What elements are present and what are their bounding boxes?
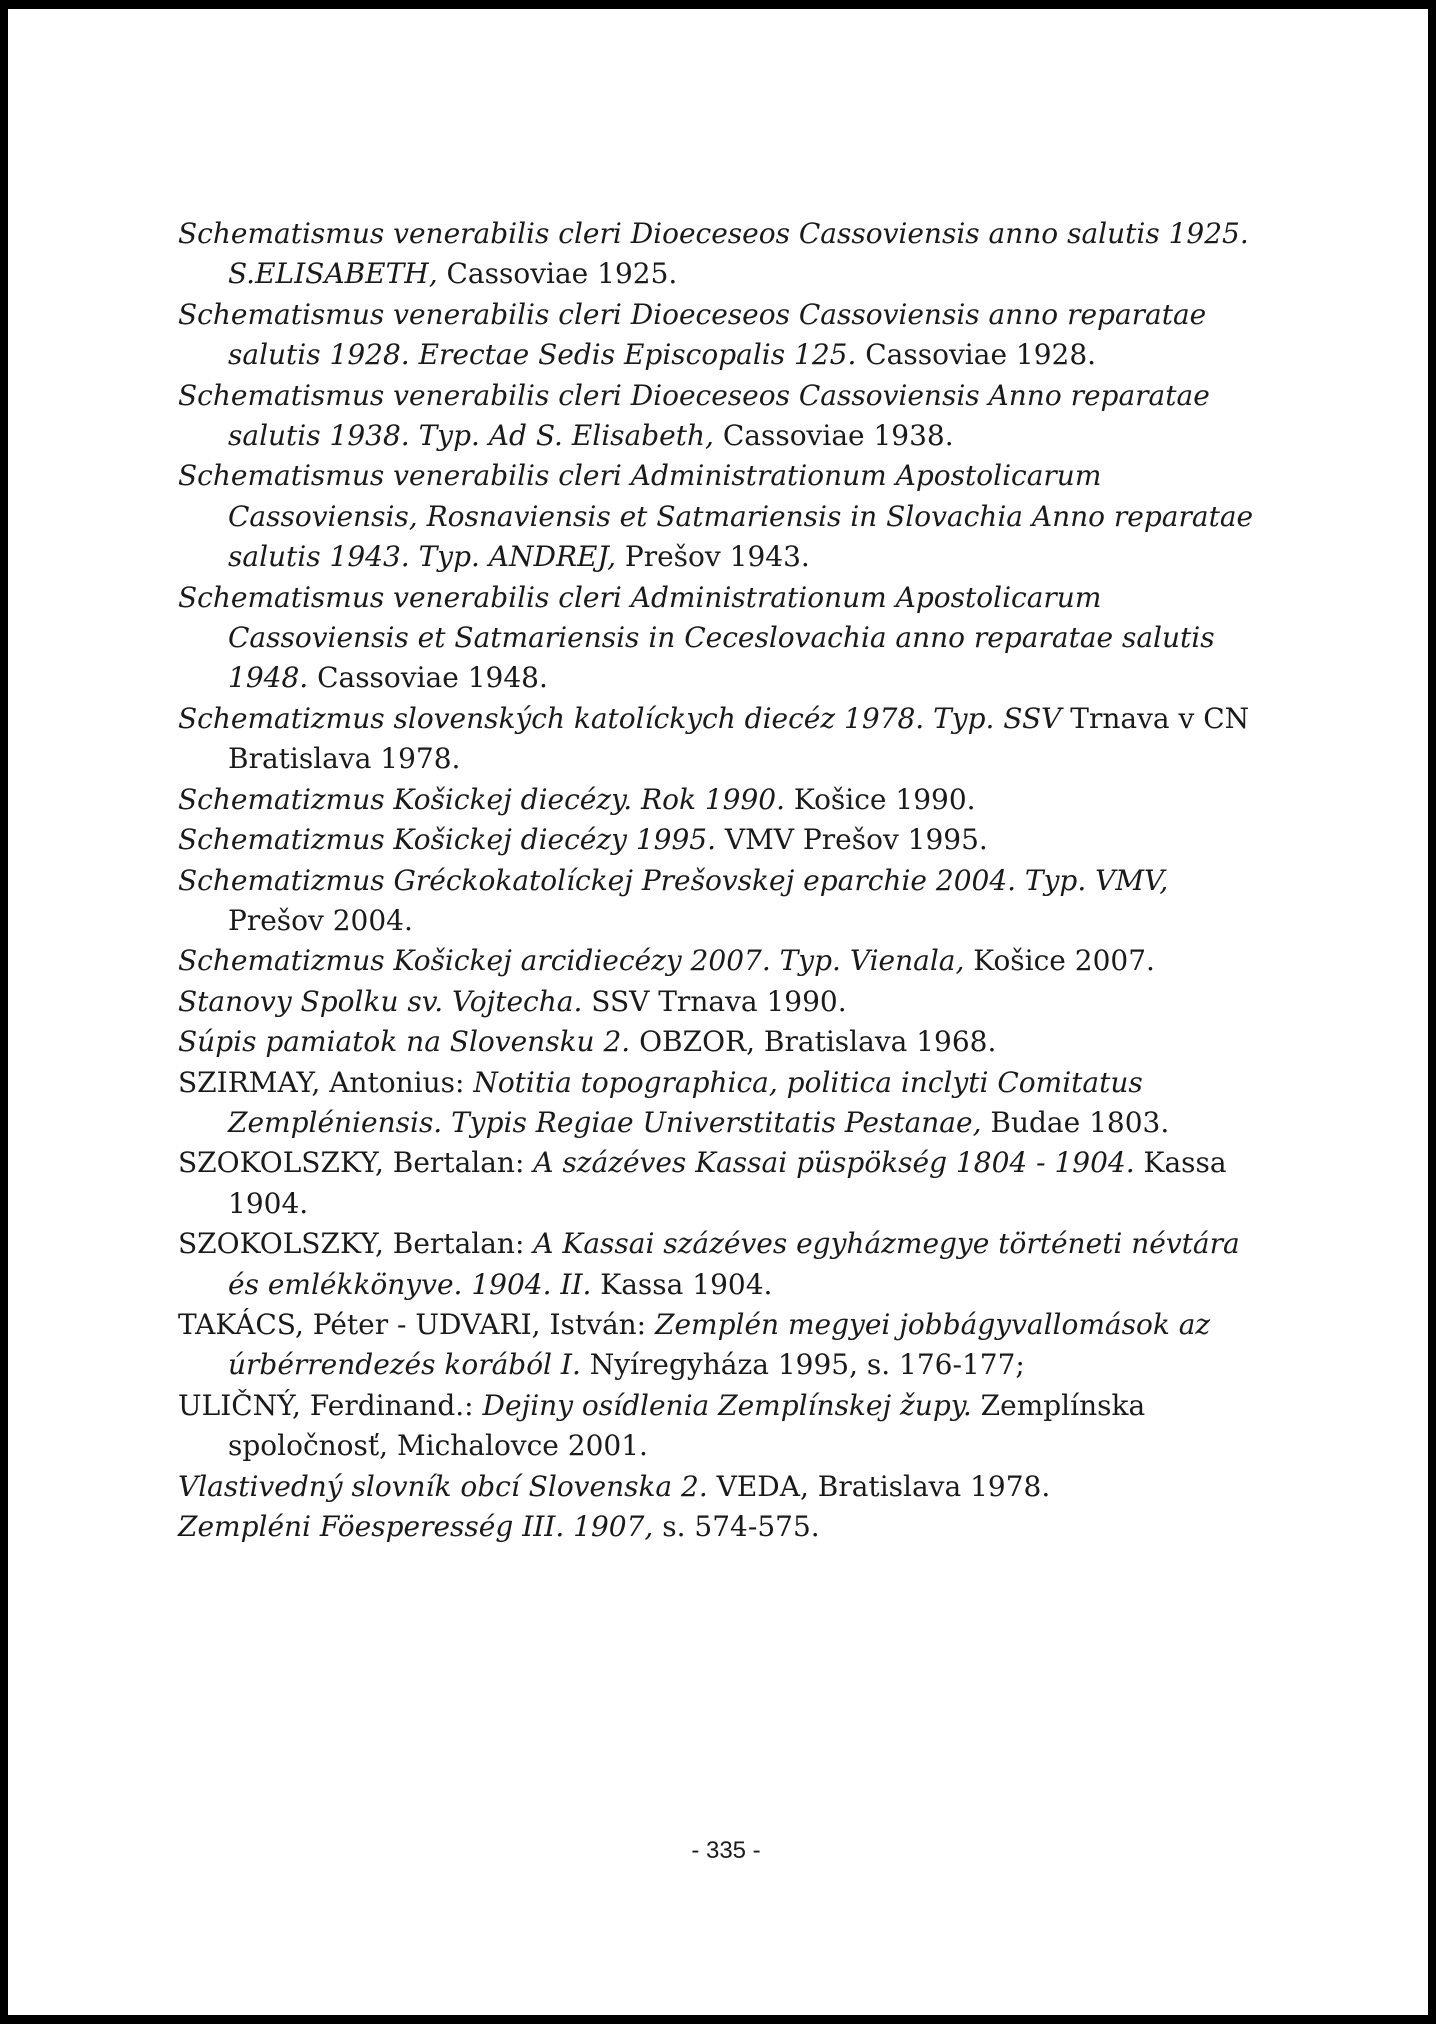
- bibliography-entry: [178, 376, 1258, 457]
- bibliography-entry: [178, 214, 1258, 295]
- bibliography-entry: [178, 982, 1258, 1022]
- entry-title: Notitia topographica, politica inclyti Comitatus Zempléniensis. Typis Regiae Universtitatis Pestanae,: [228, 1065, 1143, 1139]
- entry-imprint: Kassa 1904.: [591, 1267, 773, 1301]
- entry-author: TAKÁCS, Péter - UDVARI, István:: [178, 1307, 655, 1341]
- bibliography-entry: [178, 780, 1258, 820]
- entry-author: ULIČNÝ, Ferdinand.:: [178, 1388, 483, 1422]
- bibliography-list: [178, 214, 1258, 1547]
- entry-title: Schematismus venerabilis cleri Dioeceseos Cassoviensis Anno reparatae salutis 1938. Typ. Ad S. Elisabeth,: [178, 378, 1210, 453]
- entry-title: Vlastivedný slovník obcí Slovenska 2.: [178, 1469, 708, 1503]
- entry-imprint: Košice 1990.: [785, 782, 976, 816]
- bibliography-entry: [178, 1063, 1258, 1144]
- bibliography-entry: [178, 1507, 1258, 1547]
- bibliography-entry: [178, 1224, 1258, 1305]
- entry-imprint: Trnava v CN Bratislava 1978.: [228, 701, 1250, 776]
- entry-title: Schematismus venerabilis cleri Dioeceseos Cassoviensis anno reparatae salutis 1928. Erectae Sedis Episcopalis 125.: [178, 297, 1207, 372]
- entry-imprint: Nyíregyháza 1995, s. 176-177;: [580, 1348, 1025, 1382]
- entry-author: SZOKOLSZKY, Bertalan:: [178, 1227, 534, 1261]
- entry-title: Schematizmus Košickej diecézy 1995.: [178, 823, 717, 857]
- bibliography-entry: [178, 1022, 1258, 1062]
- entry-title: A Kassai százéves egyházmegye történeti névtára és emlékkönyve. 1904. II.: [228, 1227, 1240, 1301]
- bibliography-entry: [178, 861, 1258, 942]
- entry-imprint: Prešov 2004.: [228, 903, 413, 937]
- entry-imprint: OBZOR, Bratislava 1968.: [630, 1025, 997, 1059]
- entry-imprint: Budae 1803.: [981, 1105, 1170, 1139]
- entry-title: Schematizmus Gréckokatolíckej Prešovskej eparchie 2004. Typ. VMV,: [178, 863, 1169, 897]
- entry-title: Stanovy Spolku sv. Vojtecha.: [178, 984, 583, 1018]
- entry-imprint: Cassoviae 1938.: [713, 419, 954, 453]
- bibliography-entry: [178, 1467, 1258, 1507]
- bibliography-entry: [178, 699, 1258, 780]
- bibliography-entry: [178, 456, 1258, 577]
- entry-title: Schematismus venerabilis cleri Dioeceseos Cassoviensis anno salutis 1925. S.ELISABETH,: [178, 217, 1249, 291]
- entry-imprint: Cassoviae 1925.: [437, 257, 678, 291]
- page-number: - 335 -: [691, 1837, 761, 1864]
- entry-imprint: Cassoviae 1948.: [308, 661, 548, 695]
- entry-title: Schematizmus Košickej arcidiecézy 2007. Typ. Vienala,: [178, 944, 965, 978]
- entry-title: Schematizmus Košickej diecézy. Rok 1990.: [178, 782, 785, 816]
- entry-imprint: VMV Prešov 1995.: [716, 823, 988, 857]
- entry-title: A százéves Kassai püspökség 1804 - 1904.: [533, 1146, 1135, 1180]
- entry-imprint: Zemplínska spoločnosť, Michalovce 2001.: [228, 1388, 1146, 1463]
- entry-title: Dejiny osídlenia Zemplínskej župy.: [482, 1388, 972, 1422]
- bibliography-entry: [178, 1143, 1258, 1224]
- entry-title: Zempléni Föesperesség III. 1907,: [178, 1510, 654, 1543]
- entry-imprint: Košice 2007.: [964, 944, 1155, 978]
- entry-imprint: Kassa 1904.: [228, 1146, 1227, 1220]
- entry-title: Schematismus venerabilis cleri Administrationum Apostolicarum Cassoviensis et Satmariensis in Ceceslovachia anno reparatae salutis 1948.: [178, 580, 1215, 695]
- entry-imprint: Prešov 1943.: [615, 540, 810, 574]
- bibliography-entry: [178, 295, 1258, 376]
- entry-title: Súpis pamiatok na Slovensku 2.: [178, 1025, 631, 1059]
- entry-title: Schematizmus slovenských katolíckych diecéz 1978. Typ. SSV: [178, 701, 1062, 735]
- bibliography-entry: [178, 1386, 1258, 1467]
- entry-author: SZIRMAY, Antonius:: [178, 1065, 474, 1099]
- entry-imprint: s. 574-575.: [653, 1510, 820, 1543]
- bibliography-entry: [178, 820, 1258, 860]
- entry-imprint: Cassoviae 1928.: [856, 338, 1097, 372]
- entry-title: Schematismus venerabilis cleri Administrationum Apostolicarum Cassoviensis, Rosnaviensis et Satmariensis in Slovachia Anno reparatae salutis 1943. Typ. ANDREJ,: [178, 459, 1254, 574]
- entry-author: SZOKOLSZKY, Bertalan:: [178, 1146, 534, 1180]
- entry-title: Zemplén megyei jobbágyvallomások az úrbérrendezés korából I.: [228, 1307, 1211, 1382]
- entry-imprint: SSV Trnava 1990.: [582, 984, 847, 1018]
- bibliography-entry: [178, 578, 1258, 699]
- entry-imprint: VEDA, Bratislava 1978.: [707, 1469, 1051, 1503]
- bibliography-entry: [178, 941, 1258, 981]
- bibliography-entry: [178, 1305, 1258, 1386]
